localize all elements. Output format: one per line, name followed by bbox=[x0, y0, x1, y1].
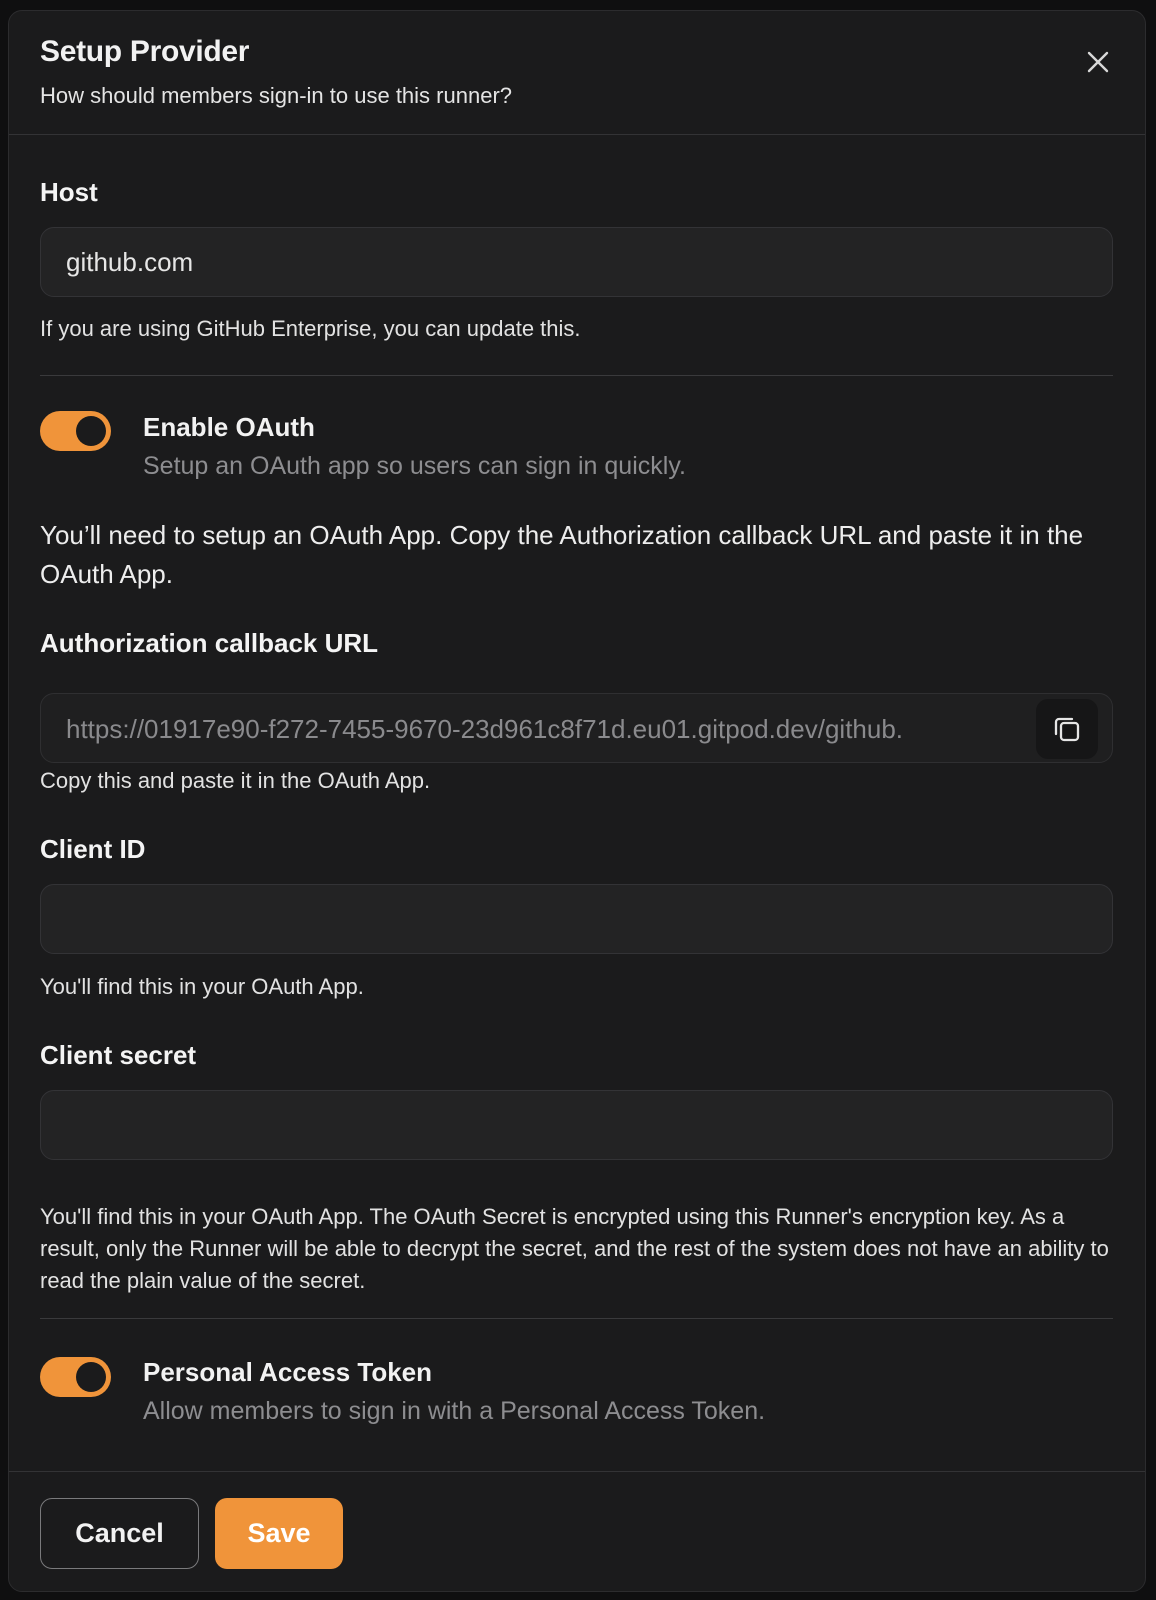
enable-oauth-toggle[interactable] bbox=[40, 411, 111, 451]
callback-url-value: https://01917e90-f272-7455-9670-23d961c8f71d.eu01.gitpod.dev/github. bbox=[66, 714, 904, 744]
client-secret-label: Client secret bbox=[40, 1040, 197, 1070]
toggle-knob bbox=[76, 1362, 106, 1392]
personal-access-token-toggle[interactable] bbox=[40, 1357, 111, 1397]
save-button[interactable]: Save bbox=[215, 1498, 343, 1569]
dialog-title: Setup Provider bbox=[40, 35, 250, 68]
cancel-button[interactable]: Cancel bbox=[40, 1498, 199, 1569]
host-hint: If you are using GitHub Enterprise, you can update this. bbox=[40, 316, 581, 341]
oauth-instructions: You’ll need to setup an OAuth App. Copy the Authorization callback URL and paste it in the OAuth App. bbox=[40, 520, 1084, 589]
close-button[interactable] bbox=[1081, 45, 1115, 79]
personal-access-token-description: Allow members to sign in with a Personal Access Token. bbox=[143, 1397, 766, 1425]
dialog-footer bbox=[9, 1471, 1145, 1592]
host-input[interactable] bbox=[40, 227, 1113, 297]
dialog-header bbox=[9, 11, 1145, 135]
copy-button[interactable] bbox=[1036, 699, 1098, 759]
client-id-hint: You'll find this in your OAuth App. bbox=[40, 974, 364, 999]
toggle-knob bbox=[76, 416, 106, 446]
client-id-label: Client ID bbox=[40, 834, 146, 864]
copy-icon bbox=[1051, 713, 1083, 745]
divider bbox=[40, 375, 1113, 376]
client-id-input[interactable] bbox=[40, 884, 1113, 954]
close-icon bbox=[1087, 51, 1109, 73]
personal-access-token-title: Personal Access Token bbox=[143, 1357, 433, 1387]
enable-oauth-title: Enable OAuth bbox=[143, 412, 315, 442]
host-label: Host bbox=[40, 177, 98, 207]
client-secret-hint: You'll find this in your OAuth App. The OAuth Secret is encrypted using this Runner's encryption key. As a result, only the Runner will be able to decrypt the secret, and the rest of the system does not have an ability to read the plain value of the secret. bbox=[40, 1204, 1109, 1293]
callback-url-hint: Copy this and paste it in the OAuth App. bbox=[40, 768, 431, 793]
callback-url-field[interactable] bbox=[40, 693, 1113, 763]
client-secret-input[interactable] bbox=[40, 1090, 1113, 1160]
setup-provider-dialog bbox=[8, 10, 1146, 1592]
dialog-subtitle: How should members sign-in to use this runner? bbox=[40, 83, 513, 108]
enable-oauth-description: Setup an OAuth app so users can sign in quickly. bbox=[143, 452, 686, 480]
callback-url-label: Authorization callback URL bbox=[40, 628, 379, 658]
divider bbox=[40, 1318, 1113, 1319]
